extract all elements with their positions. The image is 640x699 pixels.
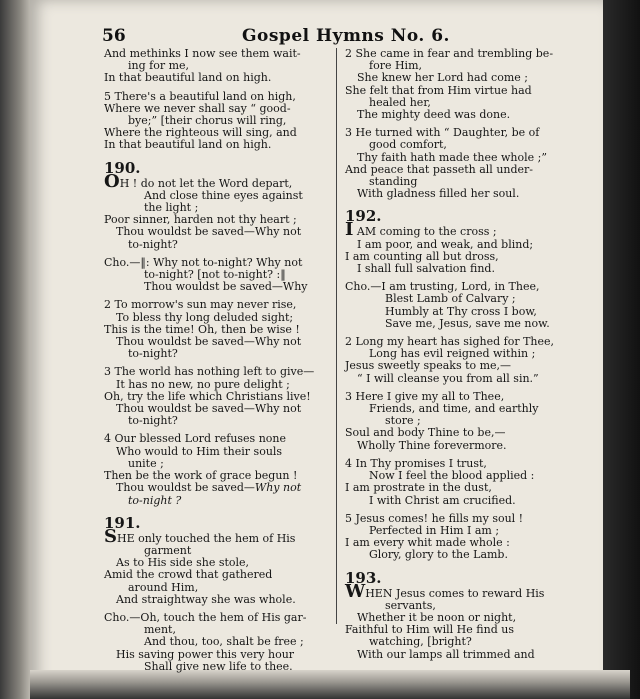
hymn-first-line: OH ! do not let the Word depart,	[104, 170, 293, 192]
hymn-line: As to His side she stole,	[116, 556, 250, 570]
verse-line: 4 In Thy promises I trust,	[345, 456, 487, 470]
chorus-line: Cho.—I am trusting, Lord, in Thee,	[345, 280, 540, 294]
chorus-line: His saving power this very hour	[116, 647, 295, 661]
verse-line: store ;	[385, 414, 421, 428]
verse-line: This is the time! Oh, then be wise !	[104, 322, 300, 336]
verse-line: I with Christ am crucified.	[369, 493, 516, 507]
page-edge-right	[603, 0, 640, 699]
hymn-line: servants,	[385, 598, 436, 612]
verse-line: fore Him,	[369, 59, 422, 73]
hymn-line: I shall full salvation find.	[357, 262, 495, 276]
hymn-number-191: 191.	[104, 513, 141, 532]
hymn-number-192: 192.	[345, 207, 382, 226]
verse-line: Where the righteous will sing, and	[104, 126, 297, 140]
hymn-line: In that beautiful land on high.	[104, 71, 272, 85]
verse-line: 3 Here I give my all to Thee,	[345, 389, 505, 403]
hymn-line: the light ;	[144, 201, 199, 215]
hymn-line: Amid the crowd that gathered	[104, 568, 273, 582]
verse-line: “ I will cleanse you from all sin.”	[357, 371, 539, 385]
verse-line: It has no new, no pure delight ;	[116, 377, 290, 391]
verse-line: Wholly Thine forevermore.	[357, 438, 507, 452]
running-title: Gospel Hymns No. 6.	[242, 26, 450, 46]
verse-line: Thou wouldst be saved—Why not	[116, 335, 302, 349]
verse-line: With gladness filled her soul.	[357, 187, 520, 201]
verse-line: to-night?	[128, 347, 178, 361]
verse-line: to-night?	[128, 414, 178, 428]
drop-cap: I	[345, 219, 354, 241]
chorus-line: ment,	[144, 623, 176, 637]
verse-line: standing	[369, 175, 418, 189]
hymn-line: Poor sinner, harden not thy heart ;	[104, 213, 297, 227]
verse-line: 2 She came in fear and trembling be-	[345, 47, 554, 60]
chorus-line: Cho.—‖: Why not to-night? Why not	[104, 255, 303, 269]
verse-line: healed her,	[369, 95, 431, 109]
column-divider	[336, 48, 337, 624]
drop-cap: W	[345, 580, 366, 602]
hymn-first-line: SHE only touched the hem of His	[104, 525, 296, 547]
verse-line: 4 Our blessed Lord refuses none	[104, 432, 287, 446]
hymn-line: Faithful to Him will He find us	[345, 623, 514, 637]
hymn-line: Whether it be noon or night,	[357, 610, 517, 624]
verse-line: 3 The world has nothing left to give—	[104, 365, 315, 379]
hymn-number-190: 190.	[104, 158, 141, 177]
hymn-line: around Him,	[128, 580, 199, 594]
hymn-first-line: WHEN Jesus comes to reward His	[345, 580, 545, 602]
drop-cap: S	[104, 525, 117, 547]
verse-line: Glory, glory to the Lamb.	[369, 548, 508, 562]
verse-line: I am every whit made whole :	[345, 536, 510, 550]
verse-line: Thou wouldst be saved—Why not	[116, 402, 302, 416]
verse-line: 5 There's a beautiful land on high,	[104, 89, 296, 103]
hymn-line: And methinks I now see them wait-	[104, 47, 301, 60]
page-edge-bottom	[30, 670, 630, 699]
verse-line: Thy faith hath made thee whole ;”	[357, 150, 547, 164]
verse-line: To bless thy long deluded sight;	[116, 310, 294, 324]
verse-line: Now I feel the blood applied :	[369, 469, 535, 483]
chorus-line: Shall give new life to thee.	[144, 659, 293, 673]
hymn-number-193: 193.	[345, 568, 382, 587]
verse-line: Where we never shall say “ good-	[104, 101, 291, 115]
verse-line: Long has evil reigned within ;	[369, 347, 536, 361]
verse-line: I am prostrate in the dust,	[345, 481, 492, 495]
verse-line: 2 Long my heart has sighed for Thee,	[345, 335, 555, 349]
chorus-line: Blest Lamb of Calvary ;	[385, 292, 516, 306]
chorus-line: to-night? [not to-night? :‖	[144, 268, 286, 282]
hymn-line: And straightway she was whole.	[116, 592, 296, 606]
hymn-first-line: I AM coming to the cross ;	[345, 219, 497, 241]
verse-line: to-night ?	[128, 493, 182, 507]
hymn-line: Thou wouldst be saved—Why not	[116, 225, 302, 239]
verse-line: unite ;	[128, 456, 164, 470]
hymn-line: garment	[144, 543, 192, 557]
verse-line: Who would to Him their souls	[116, 444, 283, 458]
chorus-line: Save me, Jesus, save me now.	[385, 316, 550, 330]
verse-line: Soul and body Thine to be,—	[345, 426, 506, 440]
left-column	[104, 48, 330, 673]
verse-line: In that beautiful land on high.	[104, 138, 272, 152]
verse-line: She felt that from Him virtue had	[345, 83, 532, 97]
verse-line: Jesus sweetly speaks to me,—	[345, 359, 512, 373]
hymn-line: And close thine eyes against	[144, 188, 303, 202]
hymn-line: With our lamps all trimmed and	[357, 647, 535, 661]
hymn-line: ing for me,	[128, 59, 190, 73]
verse-line: 2 To morrow's sun may never rise,	[104, 298, 297, 312]
verse-line: 5 Jesus comes! he fills my soul !	[345, 511, 524, 525]
binding-gutter	[0, 0, 34, 699]
verse-line: And peace that passeth all under-	[345, 162, 534, 176]
chorus-line: Thou wouldst be saved—Why	[144, 280, 308, 294]
verse-line: She knew her Lord had come ;	[357, 71, 528, 85]
verse-line: good comfort,	[369, 138, 447, 152]
drop-cap: O	[104, 170, 120, 192]
verse-line: Perfected in Him I am ;	[369, 523, 500, 537]
verse-line: The mighty deed was done.	[357, 108, 511, 122]
right-column	[345, 48, 571, 661]
hymn-line: I am counting all but dross,	[345, 249, 499, 263]
page-number: 56	[102, 26, 126, 46]
chorus-line: And thou, too, shalt be free ;	[144, 635, 304, 649]
hymn-line: to-night?	[128, 237, 178, 251]
verse-line: bye;” [their chorus will ring,	[128, 114, 287, 128]
hymn-line: I am poor, and weak, and blind;	[357, 237, 534, 251]
hymn-line: watching, [bright?	[369, 635, 472, 649]
chorus-line: Cho.—Oh, touch the hem of His gar-	[104, 610, 307, 624]
verse-line: Friends, and time, and earthly	[369, 402, 539, 416]
verse-line: Thou wouldst be saved—Why not	[116, 481, 302, 495]
verse-line: 3 He turned with “ Daughter, be of	[345, 126, 540, 140]
verse-line: Then be the work of grace begun !	[104, 469, 298, 483]
page-header	[102, 26, 562, 48]
verse-line: Oh, try the life which Christians live!	[104, 389, 311, 403]
chorus-line: Humbly at Thy cross I bow,	[385, 304, 537, 318]
